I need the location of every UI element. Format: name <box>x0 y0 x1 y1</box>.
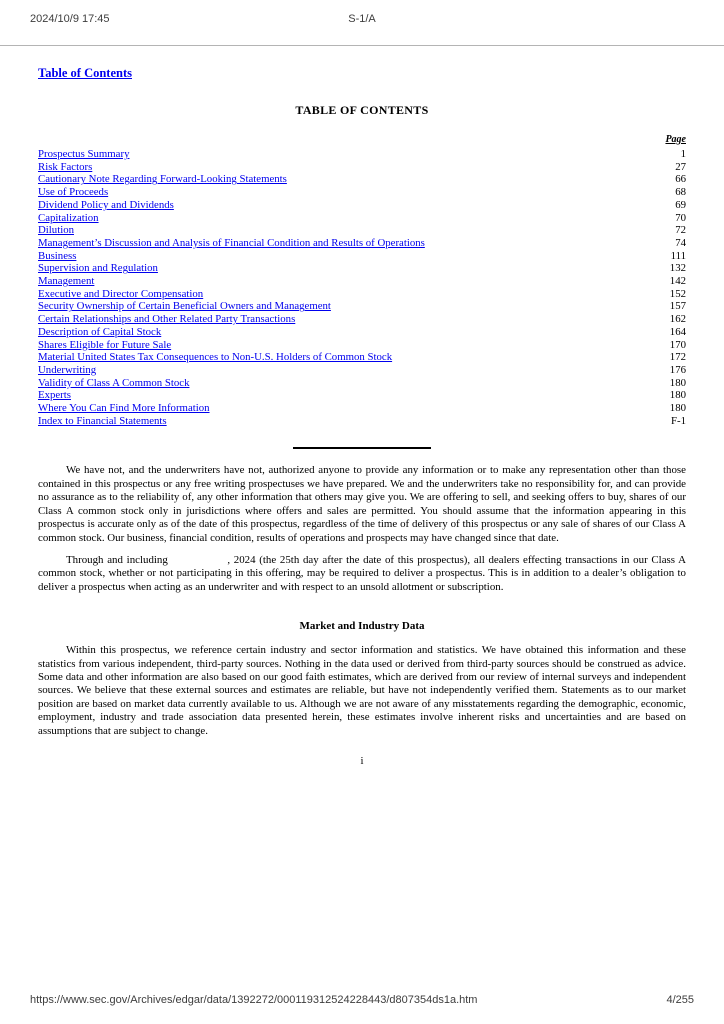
page-folio: i <box>360 754 364 767</box>
toc-entry-link[interactable]: Material United States Tax Consequences to Non-U.S. Holders of Common Stock <box>38 351 393 364</box>
toc-entry-page: 170 <box>669 338 686 351</box>
toc-list <box>38 148 686 427</box>
toc-entry-link[interactable]: Shares Eligible for Future Sale <box>38 338 172 351</box>
toc-entry-page: 72 <box>675 224 686 237</box>
toc-row <box>38 288 686 301</box>
toc-entry-link[interactable]: Supervision and Regulation <box>38 262 158 275</box>
toc-entry-link[interactable]: Risk Factors <box>38 160 93 173</box>
toc-row <box>38 389 686 402</box>
section-divider <box>293 447 431 449</box>
toc-row <box>38 377 686 390</box>
market-industry-data-heading: Market and Industry Data <box>299 620 425 633</box>
toc-entry-page: 162 <box>669 313 686 326</box>
toc-entry-link[interactable]: Management <box>38 275 95 288</box>
toc-row <box>38 364 686 377</box>
toc-row <box>38 326 686 339</box>
disclaimer-paragraph: We have not, and the underwriters have not, authorized anyone to provide any information or to make any representation other than those contained in this prospectus or any free writing prospectuses we have prepared. We and the underwriters take no responsibility for, and can provide no assurance as to the reliability of, any other information that others may give you. We are offering to sell, and seeking offers to buy, shares of our Class A common stock only in jurisdictions where offers and sales are permitted. You should assume that the information appearing in this prospectus is accurate only as of the date of this prospectus, regardless of the time of delivery of this prospectus or any sale of shares of our Class A common stock. Our business, financial condition, results of operations and prospects may have changed since that date. <box>38 464 686 544</box>
market-data-paragraph: Within this prospectus, we reference certain industry and sector information and statistics. We have obtained this information and these statistics from various independent, third-party sources. Nothing in the data used or derived from third-party sources should be construed as advice. Some data and other information are also based on our good faith estimates, which are derived from our review of internal surveys and independent sources. We believe that these external sources and estimates are reliable, but have not independently verified them. Statements as to our market position are based on market data currently available to us. Although we are not aware of any misstatements regarding the demographic, economic, employment, industry and trade association data presented herein, these estimates involve inherent risks and uncertainties and are based on assumptions that are subject to change. <box>38 644 686 737</box>
page-column-header <box>38 134 686 145</box>
toc-entry-link[interactable]: Experts <box>38 389 71 402</box>
toc-row <box>38 402 686 415</box>
toc-row <box>38 351 686 364</box>
toc-entry-page: F-1 <box>671 414 686 427</box>
toc-entry-page: 74 <box>675 236 686 249</box>
toc-entry-link[interactable]: Management’s Discussion and Analysis of Financial Condition and Results of Operations <box>38 236 425 249</box>
toc-row <box>38 173 686 186</box>
toc-row <box>38 275 686 288</box>
toc-entry-page: 172 <box>669 351 686 364</box>
toc-entry-link[interactable]: Where You Can Find More Information <box>38 402 210 415</box>
toc-entry-page: 152 <box>669 287 686 300</box>
toc-row <box>38 237 686 250</box>
toc-row <box>38 161 686 174</box>
toc-entry-link[interactable]: Dividend Policy and Dividends <box>38 198 174 211</box>
toc-row <box>38 148 686 161</box>
toc-row <box>38 313 686 326</box>
toc-row <box>38 224 686 237</box>
toc-entry-link[interactable]: Cautionary Note Regarding Forward-Looking Statements <box>38 173 287 186</box>
toc-row <box>38 300 686 313</box>
toc-entry-page: 142 <box>669 275 686 288</box>
toc-row <box>38 339 686 352</box>
document-content <box>38 60 686 767</box>
header-divider <box>0 45 724 46</box>
toc-entry-page: 180 <box>669 389 686 402</box>
toc-entry-link[interactable]: Certain Relationships and Other Related Party Transactions <box>38 313 296 326</box>
toc-entry-link[interactable]: Index to Financial Statements <box>38 414 167 427</box>
toc-entry-page: 111 <box>670 249 686 262</box>
toc-entry-page: 176 <box>669 363 686 376</box>
toc-row <box>38 186 686 199</box>
print-header <box>30 13 694 27</box>
toc-entry-page: 157 <box>669 300 686 313</box>
toc-row <box>38 250 686 263</box>
toc-entry-link[interactable]: Capitalization <box>38 211 99 224</box>
toc-entry-link[interactable]: Security Ownership of Certain Beneficial Owners and Management <box>38 300 331 313</box>
toc-entry-page: 69 <box>675 198 686 211</box>
toc-entry-link[interactable]: Validity of Class A Common Stock <box>38 376 190 389</box>
print-doc-title: S-1/A <box>348 13 376 25</box>
toc-heading: TABLE OF CONTENTS <box>295 103 429 117</box>
toc-entry-link[interactable]: Dilution <box>38 224 74 237</box>
toc-entry-link[interactable]: Business <box>38 249 77 262</box>
toc-entry-link[interactable]: Description of Capital Stock <box>38 325 162 338</box>
toc-row <box>38 212 686 225</box>
toc-entry-page: 66 <box>675 173 686 186</box>
toc-entry-page: 132 <box>669 262 686 275</box>
toc-entry-page: 180 <box>669 376 686 389</box>
dealer-delivery-paragraph: Through and including , 2024 (the 25th day after the date of this prospectus), all dealers effecting transactions in our Class A common stock, whether or not participating in this offering, may be required to deliver a prospectus. This is in addition to a dealer’s obligation to deliver a prospectus when acting as an underwriter and with respect to an unsold allotment or subscription. <box>38 553 686 593</box>
toc-entry-link[interactable]: Underwriting <box>38 363 97 376</box>
toc-entry-page: 70 <box>675 211 686 224</box>
table-of-contents-link[interactable]: Table of Contents <box>38 66 132 80</box>
toc-entry-link[interactable]: Executive and Director Compensation <box>38 287 204 300</box>
toc-entry-page: 68 <box>675 186 686 199</box>
toc-entry-page: 180 <box>669 402 686 415</box>
toc-entry-page: 164 <box>669 325 686 338</box>
toc-entry-page: 1 <box>680 148 686 160</box>
toc-entry-link[interactable]: Prospectus Summary <box>38 148 130 160</box>
print-datetime: 2024/10/9 17:45 <box>30 13 110 25</box>
toc-row <box>38 262 686 275</box>
toc-row <box>38 415 686 428</box>
print-footer <box>30 994 694 1006</box>
toc-entry-page: 27 <box>675 160 686 173</box>
toc-row <box>38 199 686 212</box>
toc-entry-link[interactable]: Use of Proceeds <box>38 186 109 199</box>
page-column-header-label: Page <box>665 134 686 145</box>
print-page-count: 4/255 <box>666 994 694 1006</box>
print-url: https://www.sec.gov/Archives/edgar/data/1392272/000119312524228443/d807354ds1a.htm <box>30 994 478 1006</box>
